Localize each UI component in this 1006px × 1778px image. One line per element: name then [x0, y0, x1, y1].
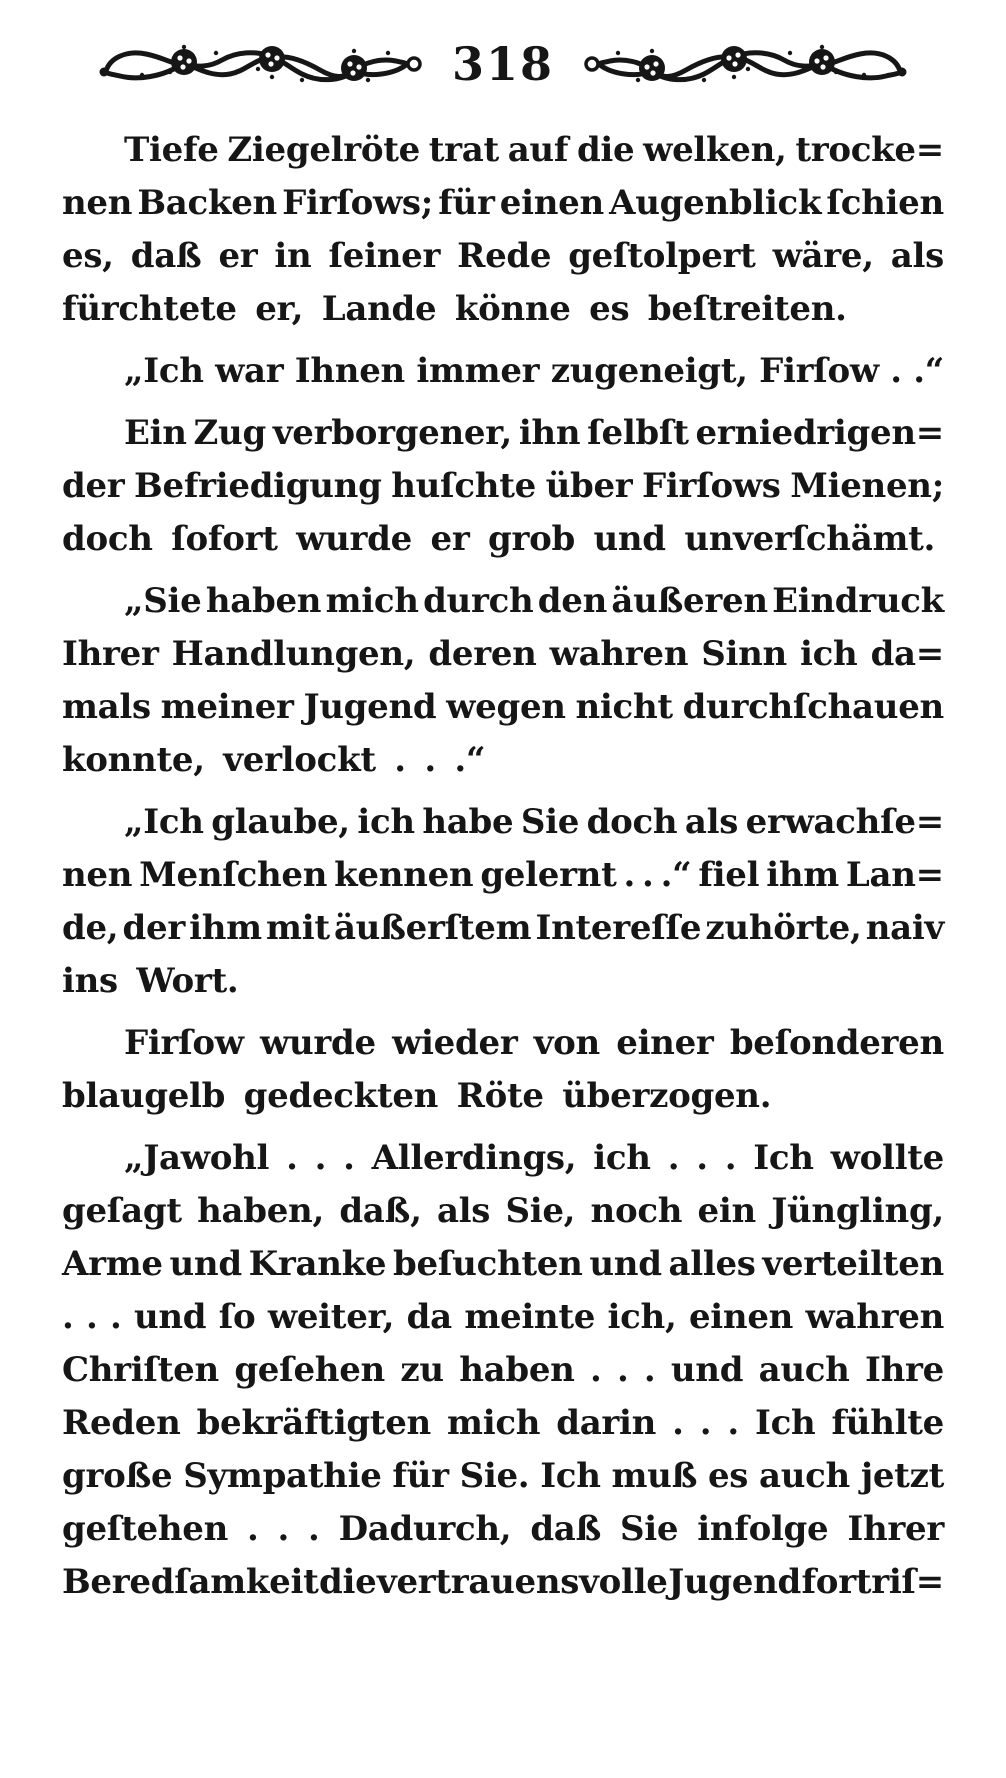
paragraph-3 — [62, 407, 944, 566]
text-line: Ein Zug verborgener, ihn ſelbſt erniedrigen= — [124, 413, 944, 453]
floral-scroll-ornament-right-icon — [580, 44, 910, 88]
text-line: nen Backen Firſows; für einen Augenblick ſchien — [62, 183, 944, 223]
paragraph-1 — [62, 124, 944, 336]
text-line: Firſow wurde wieder von einer beſonderen — [124, 1023, 944, 1063]
text-line: mals meiner Jugend wegen nicht durchſchauen — [62, 687, 944, 727]
text-line: es, daß er in ſeiner Rede geſtolpert wäre, als — [62, 236, 944, 276]
text-line: „Ich glaube, ich habe Sie doch als erwachſe= — [124, 802, 944, 842]
text-line: geſagt haben, daß, als Sie, noch ein Jüngling, — [62, 1191, 944, 1231]
text-line: Ihrer Handlungen, deren wahren Sinn ich da= — [62, 634, 944, 674]
text-line: Tiefe Ziegelröte trat auf die welken, trocke= — [124, 130, 944, 170]
page-number: 318 — [451, 37, 555, 91]
text-line: . . . und ſo weiter, da meinte ich, einen wahren — [62, 1297, 944, 1337]
text-line: Chriſten geſehen zu haben . . . und auch Ihre — [62, 1350, 944, 1390]
text-line: „Ich war Ihnen immer zugeneigt, Firſow . .“ — [124, 351, 944, 391]
text-line: konnte, verlockt . . .“ — [62, 740, 486, 780]
text-line: Beredſamkeit die vertrauensvolle Jugend fortriſ= — [62, 1562, 944, 1602]
paragraph-6 — [62, 1017, 944, 1123]
paragraph-2 — [62, 345, 944, 398]
page-header — [0, 0, 1006, 91]
text-line: fürchtete er, Lande könne es beſtreiten. — [62, 289, 847, 329]
text-line: Arme und Kranke beſuchten und alles verteilten — [62, 1244, 944, 1284]
text-block — [62, 124, 944, 1609]
paragraph-5 — [62, 796, 944, 1008]
paragraph-7 — [62, 1132, 944, 1609]
text-line: der Befriedigung huſchte über Firſows Mienen; — [62, 466, 944, 506]
text-line: „Sie haben mich durch den äußeren Eindruck — [124, 581, 944, 621]
text-line: „Jawohl . . . Allerdings, ich . . . Ich wollte — [124, 1138, 944, 1178]
text-line: de, der ihm mit äußerſtem Intereſſe zuhörte, naiv — [62, 908, 944, 948]
text-line: blaugelb gedeckten Röte überzogen. — [62, 1076, 772, 1116]
text-line: Reden bekräftigten mich darin . . . Ich fühlte — [62, 1403, 944, 1443]
floral-scroll-ornament-left-icon — [96, 44, 426, 88]
text-line: ins Wort. — [62, 961, 239, 1001]
paragraph-4 — [62, 575, 944, 787]
text-line: große Sympathie für Sie. Ich muß es auch jetzt — [62, 1456, 944, 1496]
text-line: doch ſofort wurde er grob und unverſchämt. — [62, 519, 936, 559]
text-line: geſtehen . . . Dadurch, daß Sie infolge Ihrer — [62, 1509, 944, 1549]
text-line: nen Menſchen kennen gelernt . . .“ fiel ihm Lan= — [62, 855, 944, 895]
